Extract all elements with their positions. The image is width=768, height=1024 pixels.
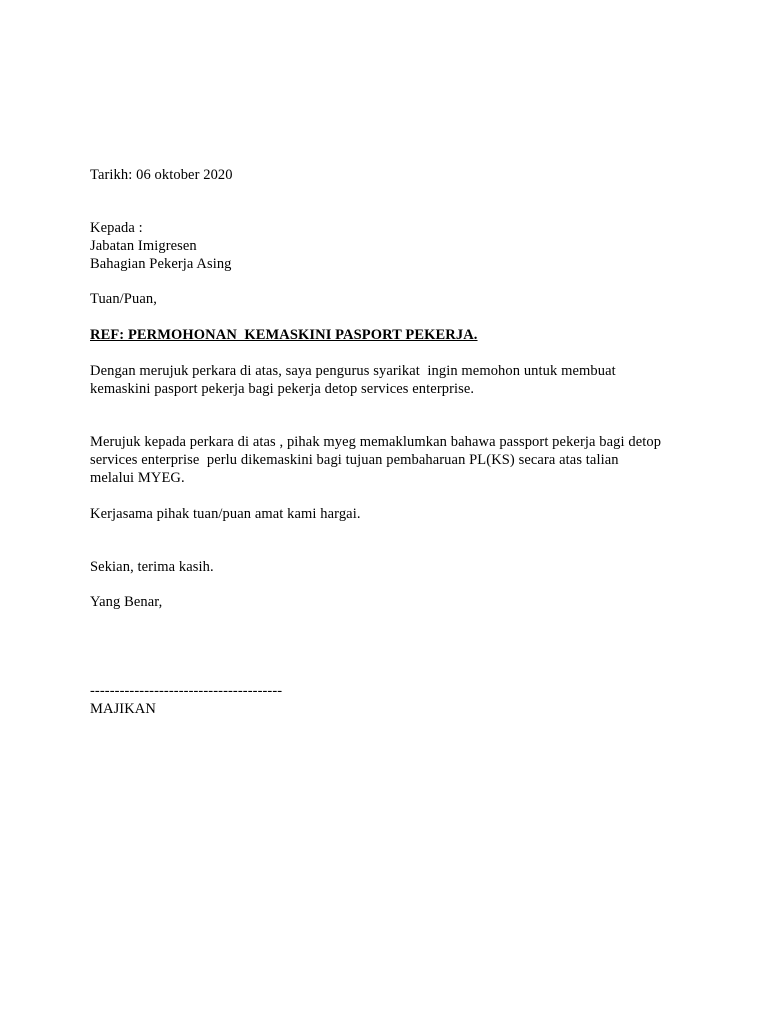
letter-date: Tarikh: 06 oktober 2020 bbox=[90, 167, 233, 183]
recipient-line-2: Bahagian Pekerja Asing bbox=[90, 256, 232, 272]
closing-yours: Yang Benar, bbox=[90, 594, 163, 610]
recipient-line-1: Jabatan Imigresen bbox=[90, 238, 197, 254]
paragraph-3: Kerjasama pihak tuan/puan amat kami hargai. bbox=[90, 506, 361, 522]
paragraph-2-line-3: melalui MYEG. bbox=[90, 470, 185, 486]
paragraph-1-line-2: kemaskini pasport pekerja bagi pekerja detop services enterprise. bbox=[90, 381, 475, 397]
reference-heading: REF: PERMOHONAN KEMASKINI PASPORT PEKERJA. bbox=[90, 327, 478, 343]
closing-thanks: Sekian, terima kasih. bbox=[90, 559, 214, 575]
signature-line: --------------------------------------- bbox=[90, 683, 283, 699]
recipient-label: Kepada : bbox=[90, 220, 143, 236]
salutation: Tuan/Puan, bbox=[90, 291, 157, 307]
paragraph-2-line-2: services enterprise perlu dikemaskini bagi tujuan pembaharuan PL(KS) secara atas talian bbox=[90, 452, 619, 468]
signatory: MAJIKAN bbox=[90, 701, 156, 717]
paragraph-2-line-1: Merujuk kepada perkara di atas , pihak myeg memaklumkan bahawa passport pekerja bagi detop bbox=[90, 434, 662, 450]
paragraph-1-line-1: Dengan merujuk perkara di atas, saya pengurus syarikat ingin memohon untuk membuat bbox=[90, 363, 616, 379]
